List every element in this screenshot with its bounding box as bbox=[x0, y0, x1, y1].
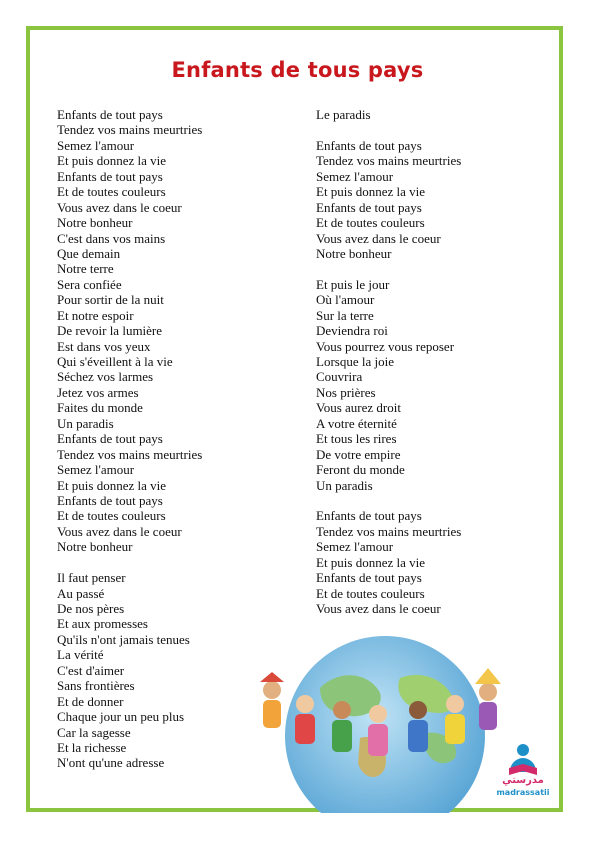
poem-line: Enfants de tout pays bbox=[316, 508, 422, 524]
poem-line: Semez l'amour bbox=[316, 539, 394, 555]
child-body bbox=[479, 702, 497, 730]
logo-arabic-text: مدرستي bbox=[502, 775, 544, 786]
poem-line: Enfants de tout pays bbox=[316, 137, 422, 153]
poem-line: Enfants de tout pays bbox=[57, 168, 163, 184]
poem-line: Enfants de tout pays bbox=[316, 199, 422, 215]
poem-line: Semez l'amour bbox=[57, 462, 135, 478]
poem-line: Et puis donnez la vie bbox=[57, 153, 167, 169]
page-title: Enfants de tous pays bbox=[171, 58, 424, 82]
poem-line: Que demain bbox=[57, 245, 121, 261]
poem-line: La vérité bbox=[57, 647, 104, 663]
poem-line: Tendez vos mains meurtries bbox=[57, 446, 203, 462]
poem-line: N'ont qu'une adresse bbox=[57, 755, 165, 771]
stanza-gap bbox=[316, 493, 546, 508]
poem-line: Et tous les rires bbox=[316, 431, 397, 447]
child-head bbox=[446, 695, 464, 713]
poem-line: Et de toutes couleurs bbox=[316, 215, 425, 231]
poem-line: C'est dans vos mains bbox=[57, 230, 166, 246]
poem-line: Vous avez dans le coeur bbox=[316, 230, 441, 246]
child-body bbox=[368, 724, 388, 756]
child-head bbox=[409, 701, 427, 719]
poem-line: Un paradis bbox=[57, 415, 114, 431]
poem-line: Vous avez dans le coeur bbox=[57, 523, 182, 539]
poem-line: Sans frontières bbox=[57, 678, 135, 694]
poem-line: Enfants de tout pays bbox=[57, 107, 163, 122]
poem-line: Et puis donnez la vie bbox=[316, 554, 426, 570]
poem-line: Et puis donnez la vie bbox=[57, 477, 167, 493]
child-head bbox=[479, 683, 497, 701]
poem-line: Séchez vos larmes bbox=[57, 369, 154, 385]
poem-line: Tendez vos mains meurtries bbox=[57, 122, 203, 138]
poem-line: Vous avez dans le coeur bbox=[57, 199, 182, 215]
poem-line: Enfants de tout pays bbox=[57, 492, 163, 508]
logo-latin-text: madrassatii bbox=[496, 788, 550, 797]
poem-line: Semez l'amour bbox=[316, 168, 394, 184]
poem-line: Qu'ils n'ont jamais tenues bbox=[57, 631, 190, 647]
poem-line: Est dans vos yeux bbox=[57, 338, 151, 354]
child-body bbox=[408, 720, 428, 752]
poem-line: Où l'amour bbox=[316, 292, 375, 308]
poem-line: Notre bonheur bbox=[316, 245, 392, 261]
poem-line: Et puis le jour bbox=[316, 276, 390, 292]
child-head bbox=[369, 705, 387, 723]
poem-line: C'est d'aimer bbox=[57, 662, 125, 678]
child-body bbox=[445, 714, 465, 744]
poem-line: Notre terre bbox=[57, 261, 114, 277]
poem-line: Il faut penser bbox=[57, 570, 126, 586]
poem-line: Tendez vos mains meurtries bbox=[316, 153, 462, 169]
poem-line: Vous pourrez vous reposer bbox=[316, 338, 455, 354]
child-body bbox=[263, 700, 281, 728]
poem-line: Notre bonheur bbox=[57, 539, 133, 555]
poem-line: Vous avez dans le coeur bbox=[316, 601, 441, 616]
children-around-globe-illustration bbox=[250, 618, 510, 813]
child-head bbox=[333, 701, 351, 719]
stanza-gap bbox=[316, 122, 546, 137]
poem-line: Deviendra roi bbox=[316, 323, 388, 339]
poem-line: Et la richesse bbox=[57, 739, 127, 755]
poem-line: Couvrira bbox=[316, 369, 363, 385]
poem-line: Nos prières bbox=[316, 384, 376, 400]
poem-line: Lorsque la joie bbox=[316, 354, 394, 369]
poem-line: Semez l'amour bbox=[57, 137, 135, 153]
poem-line: Et aux promesses bbox=[57, 616, 148, 632]
poem-line: Jetez vos armes bbox=[57, 384, 139, 400]
madrassatii-logo bbox=[492, 742, 554, 800]
poem-line: Le paradis bbox=[316, 107, 371, 122]
poem-line: A votre éternité bbox=[316, 415, 397, 431]
poem-line: Sur la terre bbox=[316, 307, 374, 323]
poem-line: Notre bonheur bbox=[57, 215, 133, 231]
reader-icon bbox=[492, 742, 554, 776]
child-hat bbox=[260, 672, 284, 682]
poem-line: Chaque jour un peu plus bbox=[57, 709, 185, 725]
poem-line: Et puis donnez la vie bbox=[316, 184, 426, 200]
stanza-gap bbox=[316, 261, 546, 276]
poem-line: Et de toutes couleurs bbox=[57, 184, 166, 200]
poem-line: Un paradis bbox=[316, 477, 373, 493]
poem-line: Enfants de tout pays bbox=[316, 570, 422, 586]
poem-line: De revoir la lumière bbox=[57, 323, 163, 339]
poem-line: Car la sagesse bbox=[57, 724, 131, 740]
poem-line: Et de donner bbox=[57, 693, 124, 709]
poem-line: Et de toutes couleurs bbox=[316, 585, 425, 601]
poem-line: Au passé bbox=[57, 585, 105, 601]
child-hat bbox=[475, 668, 501, 684]
child-head bbox=[263, 681, 281, 699]
child-body bbox=[295, 714, 315, 744]
child-head bbox=[296, 695, 314, 713]
poem-line: Vous aurez droit bbox=[316, 400, 401, 416]
poem-line: Tendez vos mains meurtries bbox=[316, 523, 462, 539]
poem-right-column bbox=[316, 107, 546, 616]
stanza-gap bbox=[57, 555, 297, 570]
poem-line: Feront du monde bbox=[316, 462, 405, 478]
poem-line: Enfants de tout pays bbox=[57, 431, 163, 447]
poem-line: Et notre espoir bbox=[57, 307, 134, 323]
poem-line: De votre empire bbox=[316, 446, 401, 462]
poem-line: Et de toutes couleurs bbox=[57, 508, 166, 524]
poem-line: Faites du monde bbox=[57, 400, 143, 416]
child-body bbox=[332, 720, 352, 752]
poem-line: De nos pères bbox=[57, 601, 125, 616]
poem-line: Pour sortir de la nuit bbox=[57, 292, 164, 308]
poem-line: Sera confiée bbox=[57, 276, 122, 292]
poem-line: Qui s'éveillent à la vie bbox=[57, 354, 173, 369]
